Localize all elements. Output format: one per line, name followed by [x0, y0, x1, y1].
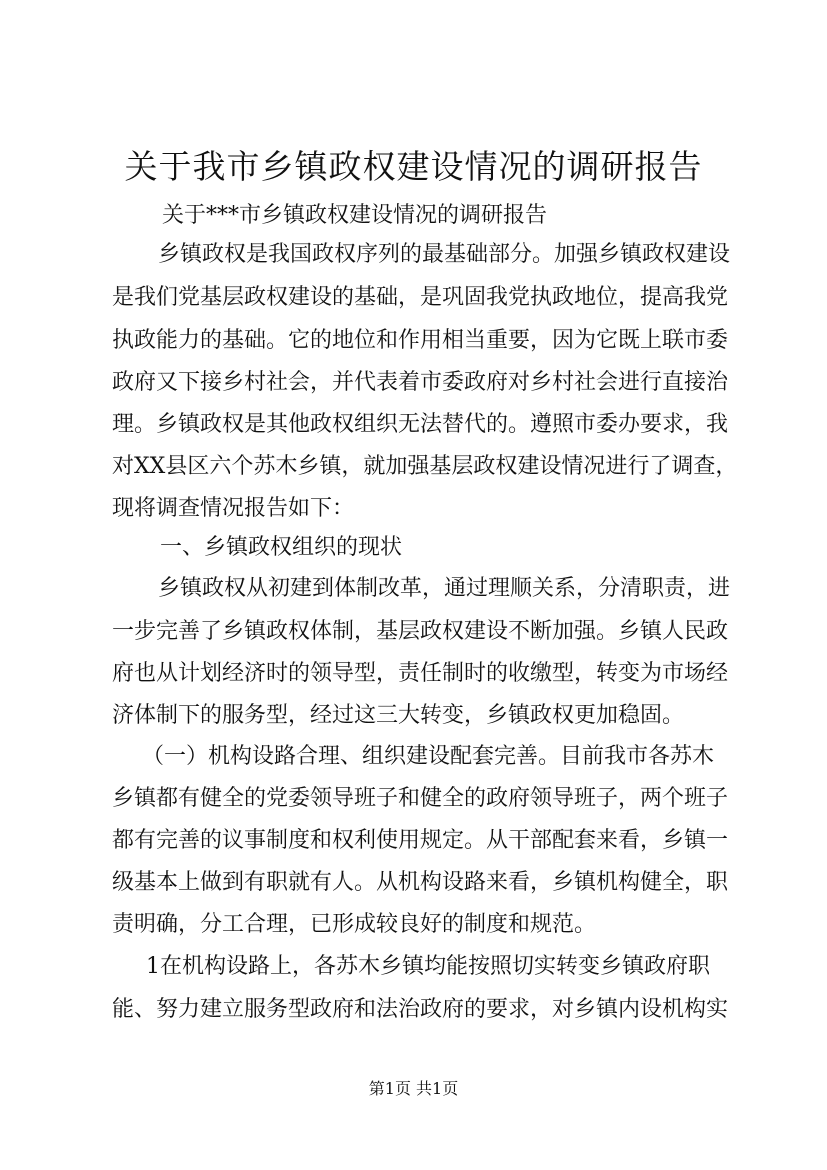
paragraph-line: 1在机构设路上，各苏木乡镇均能按照切实转变乡镇政府职	[146, 954, 710, 979]
paragraph-line: 执政能力的基础。它的地位和作用相当重要，因为它既上联市委	[112, 328, 729, 353]
paragraph-line: 一步完善了乡镇政权体制，基层政权建设不断加强。乡镇人民政	[112, 619, 729, 644]
section-heading: 一、乡镇政权组织的现状	[160, 535, 403, 560]
paragraph-line: 是我们党基层政权建设的基础，是巩固我党执政地位，提高我党	[112, 285, 729, 310]
paragraph-line: 责明确，分工合理，已形成较良好的制度和规范。	[112, 912, 597, 937]
subtitle-line: 关于***市乡镇政权建设情况的调研报告	[162, 203, 548, 228]
paragraph-line: 政府又下接乡村社会，并代表着市委政府对乡村社会进行直接治	[112, 370, 729, 395]
paragraph-line: 乡镇都有健全的党委领导班子和健全的政府领导班子，两个班子	[112, 786, 729, 811]
paragraph-line: 府也从计划经济时的领导型，责任制时的收缴型，转变为市场经	[112, 661, 729, 686]
paragraph-line: 级基本上做到有职就有人。从机构设路来看，乡镇机构健全，职	[112, 870, 729, 895]
paragraph-line: 济体制下的服务型，经过这三大转变，乡镇政权更加稳固。	[112, 703, 685, 728]
paragraph-line: 理。乡镇政权是其他政权组织无法替代的。遵照市委办要求，我	[112, 412, 729, 437]
paragraph-line: 乡镇政权从初建到体制改革，通过理顺关系，分清职责，进	[158, 576, 731, 601]
paragraph-line: 对XX县区六个苏木乡镇，就加强基层政权建设情况进行了调查，	[112, 454, 738, 479]
paragraph-line: 现将调查情况报告如下：	[112, 496, 355, 521]
page-footer: 第1页 共1页	[368, 1079, 459, 1098]
paragraph-line: （一）机构设路合理、组织建设配套完善。目前我市各苏木	[142, 744, 715, 769]
paragraph-line: 能、努力建立服务型政府和法治政府的要求，对乡镇内设机构实	[112, 997, 729, 1022]
paragraph-line: 乡镇政权是我国政权序列的最基础部分。加强乡镇政权建设	[158, 242, 731, 267]
paragraph-line: 都有完善的议事制度和权利使用规定。从干部配套来看，乡镇一	[112, 828, 729, 853]
document-title: 关于我市乡镇政权建设情况的调研报告	[124, 147, 703, 186]
